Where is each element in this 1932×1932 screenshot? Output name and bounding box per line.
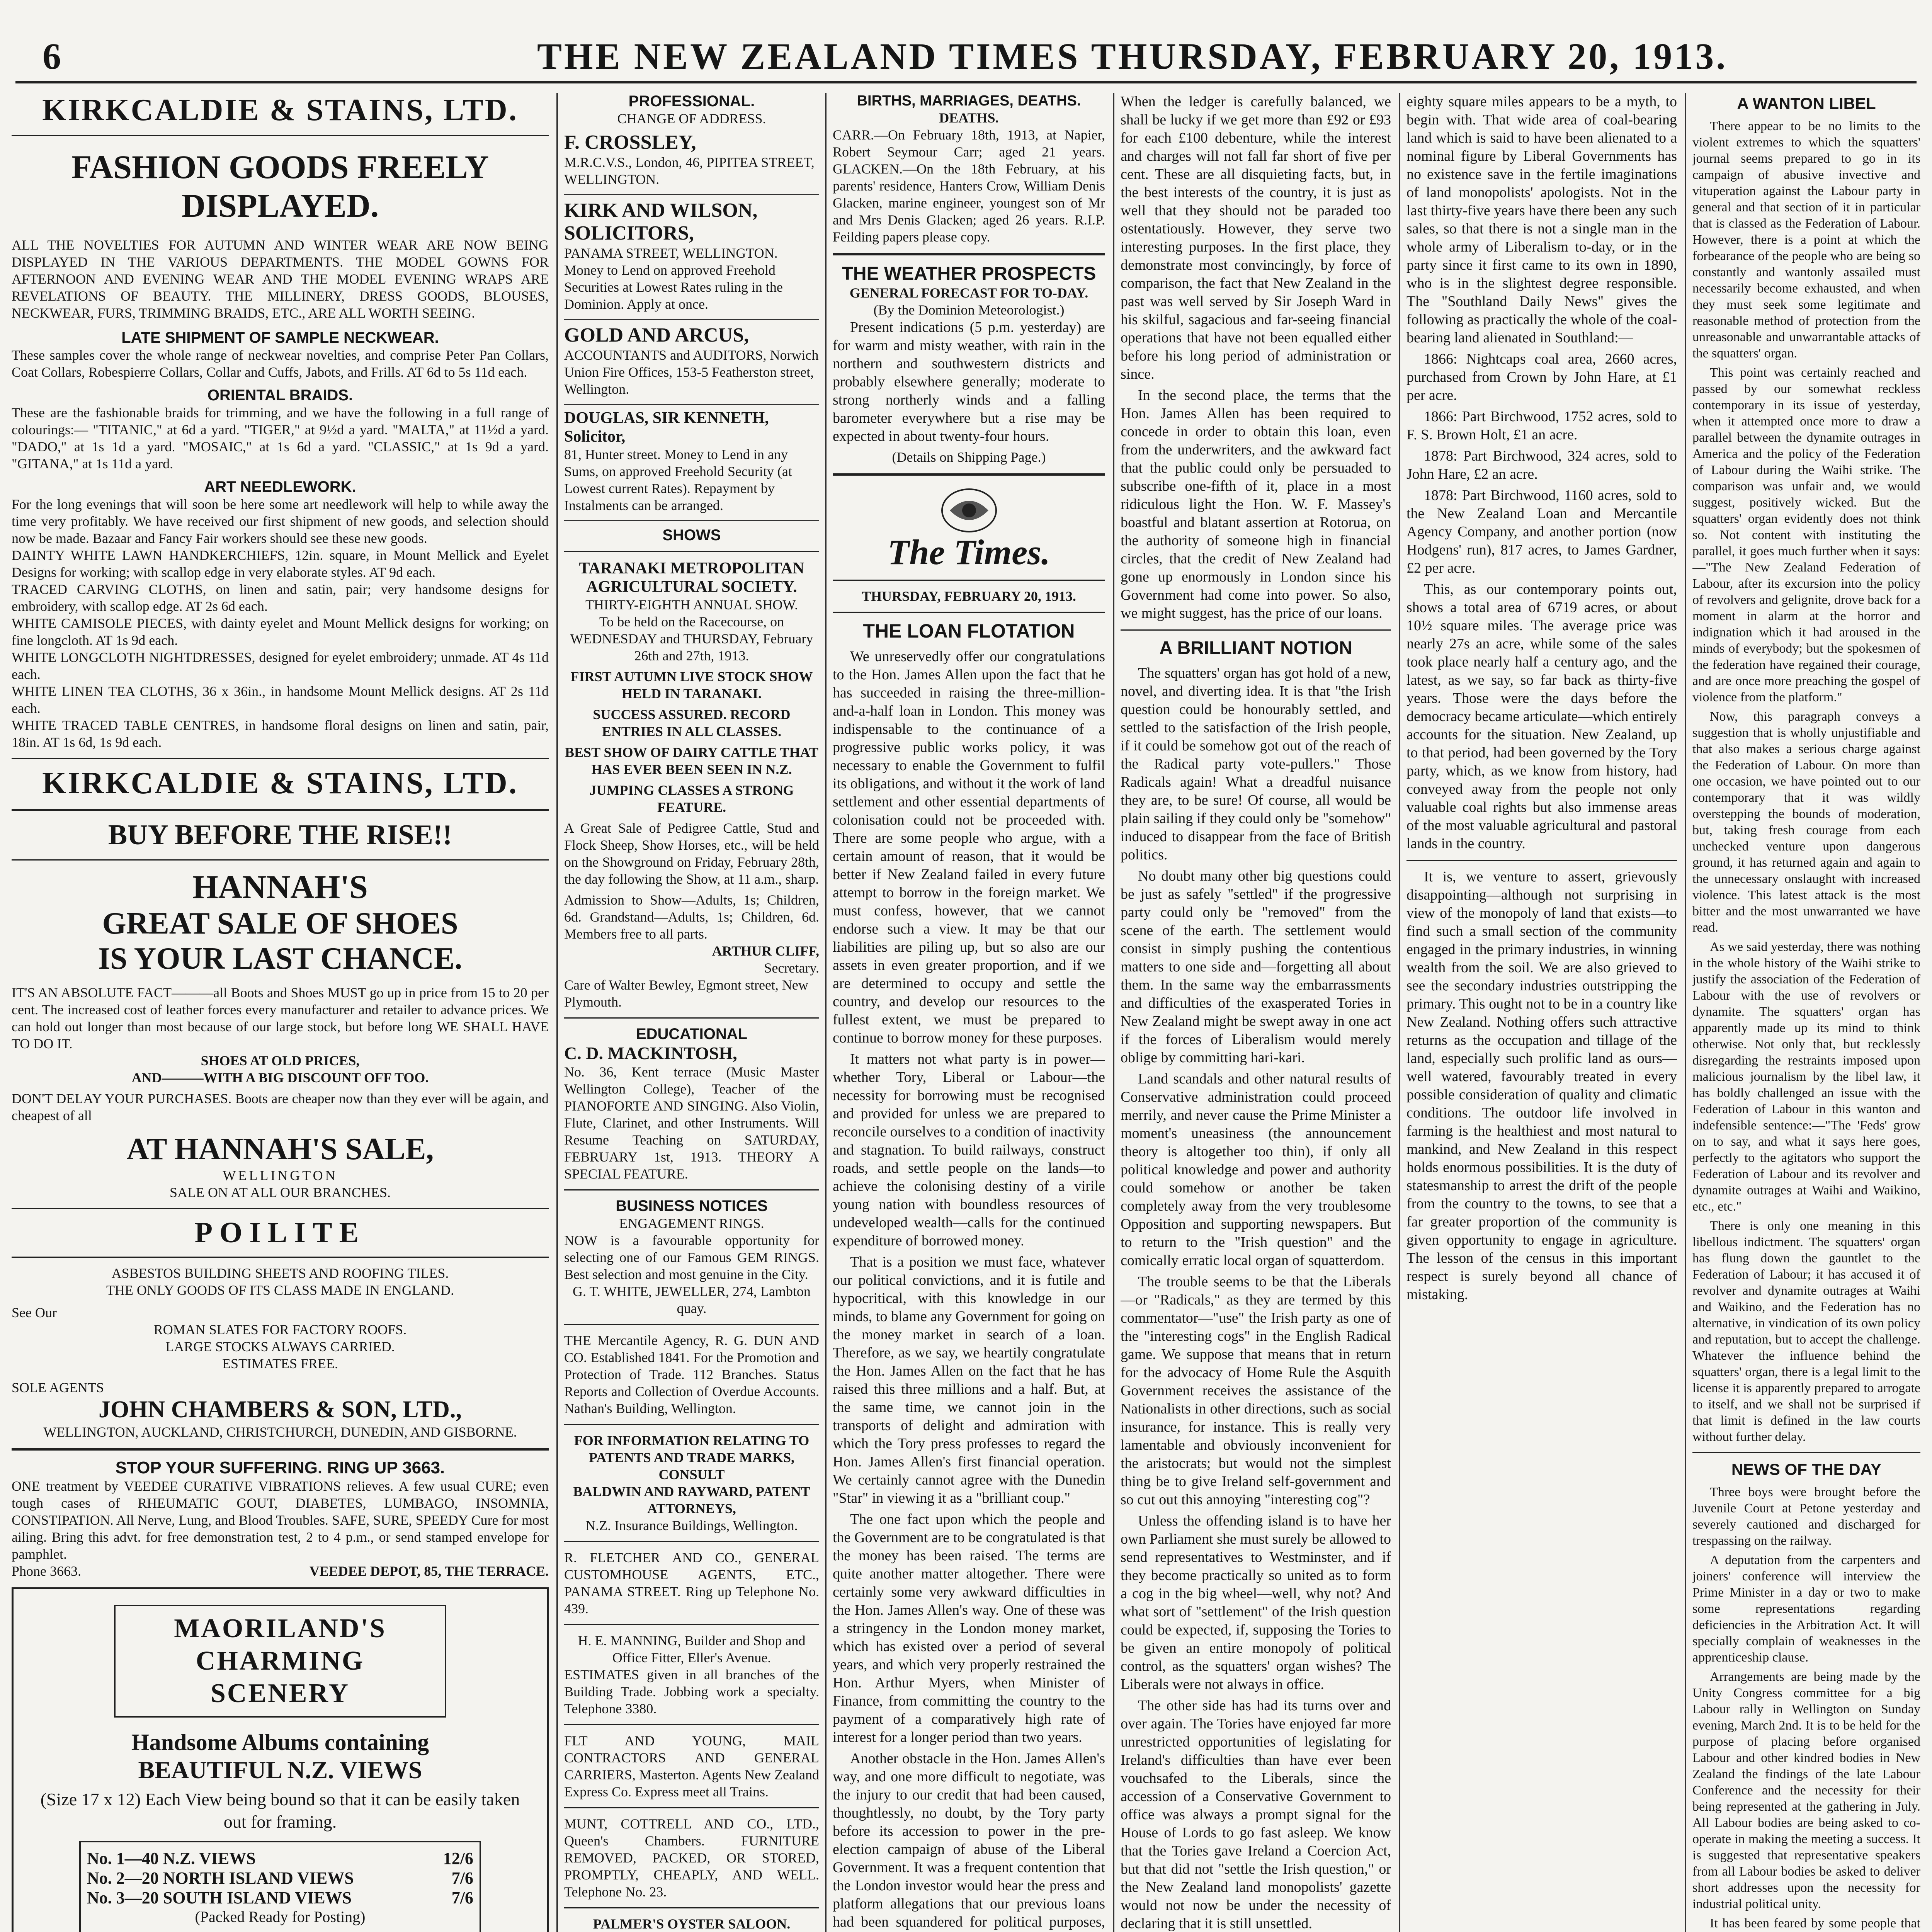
list-item — [87, 1849, 473, 1868]
carriers-advert: FLT AND YOUNG, MAIL CONTRACTORS AND GENERAL CARRIERS, Masterton. Agents New Zealand Express Co. Express meet all Trains. — [564, 1733, 819, 1799]
show-dates: To be held on the Racecourse, on WEDNESDAY and THURSDAY, February 26th and 27th, 1913. — [570, 614, 813, 663]
hannah-heading: HANNAH'S — [192, 868, 368, 905]
advert — [564, 195, 819, 320]
loan-paragraph: It matters not what party is in power—whether Tory, Liberal or Labour—the necessity for borrowing must be recognised and provided for unless we are prepared to reconcile ourselves to a condition of inactivity and stagnation. To build railways, construct roads, and settle people on the lands—to achieve the colonising destiny of a virile young nation with boundless resources of undeveloped wealth—calls for the continued expenditure of borrowed money. — [833, 1051, 1105, 1249]
land-item: 1878: Part Birchwood, 1160 acres, sold to the New Zealand Loan and Mercantile Agency Company, and another portion (now Hodgens' run), 817 acres, to James Gardner, £2 per acre. — [1406, 487, 1677, 576]
hannah-delay: DON'T DELAY YOUR PURCHASES. Boots are cheaper now than they ever will be again, and cheapest of all — [12, 1091, 549, 1123]
news-item: Three boys were brought before the Juvenile Court at Petone yesterday and severely cautioned and discharged for trespassing on the railway. — [1692, 1485, 1920, 1548]
poilite-subtitle: THE ONLY GOODS OF ITS CLASS MADE IN ENGLAND. — [106, 1282, 454, 1298]
wanton-paragraph: There appear to be no limits to the violent extremes to which the squatters' journal seems prepared to go in its campaign of abusive invective and vituperation against the Labour party in general and that section of it in particular that is classed as the Federation of Labour. However, there is a point at which the forbearance of the people who are being so constantly and wantonly assailed must necessarily become exhausted, and when they must seek some legitimate and reasonable method of protection from the unreasonable and unwarrantable attacks of the squatters' organ. — [1692, 119, 1920, 361]
others-continuation: eighty square miles appears to be a myth, to begin with. That wide area of coal-bearing land which is said to have been alienated to a nominal figure by Liberal Governments has no existence save in the fertile imaginations of land monopolists' apologists. Not in the last thirty-five years have there been any such sales, so that there is not a single man in the whole army of Liberalism to-day, or in the party since it first came to its own in 1890, who is in the slightest degree responsible. The "Southland Daily News" gives the following as practically the whole of the coal-bearing land alienated in Southland:— — [1406, 94, 1677, 346]
view-label: No. 2—20 NORTH ISLAND VIEWS — [87, 1869, 354, 1888]
estimates-advert: ESTIMATES given in all branches of the Building Trade. Jobbing work a specialty. Telephone 3380. — [564, 1667, 819, 1716]
poilite-body: ASBESTOS BUILDING SHEETS AND ROOFING TILES. — [111, 1265, 449, 1281]
weather-by: (By the Dominion Meteorologist.) — [873, 302, 1065, 318]
column-rule — [556, 93, 558, 1932]
wanton-paragraph: There is only one meaning in this libellous indictment. The squatters' organ has flung down the gauntlet to the Federation of Labour; it has accused it of revolver and dynamite outrages at Waihi and Waikino, and the Federation has no alternative, in vindication of its own policy and reputation, but to accept the challenge. Whatever the influence behind the squatters' organ, there is a legal limit to the license it is apparently prepared to arrogate to itself, and we shall not be surprised if that limit is defined in the law courts without further delay. — [1692, 1219, 1920, 1444]
advert-text: 81, Hunter street. Money to Lend in any Sums, on approved Freehold Security (at Lowest current Rates). Repayment by Instalments can be arranged. — [564, 447, 792, 513]
rise-heading: BUY BEFORE THE RISE!! — [108, 819, 452, 851]
success: SUCCESS ASSURED. RECORD ENTRIES IN ALL CLASSES. — [593, 707, 791, 739]
business-heading: BUSINESS NOTICES — [616, 1197, 768, 1214]
wanton-heading: A WANTON LIBEL — [1737, 94, 1876, 112]
view-price: 7/6 — [451, 1869, 473, 1888]
wanton-paragraph: As we said yesterday, there was nothing in the whole history of the Waihi strike to justify the association of the Federation of Labour with the use of revolvers or dynamite. The squatters' organ has apparently made up its mind to think otherwise. Not only that, but recklessly disregarding the restraints imposed upon malicious journalism by the libel law, it has boldly challenged an issue with the Federation of Labour in this wanton and indefensible sentence:—"The 'Feds' grow on to say, and what it says here goes, perfectly to the agitators who support the Federation of Labour and its revolver and dynamite outrages at Waihi and Waikino, etc., etc." — [1692, 940, 1920, 1214]
veedee-depot: VEEDEE DEPOT, 85, THE TERRACE. — [309, 1563, 549, 1579]
maoriland-box — [114, 1605, 446, 1718]
list-item: WHITE TRACED TABLE CENTRES, in handsome floral designs on linen and satin, pair, 18in. AT 1s 6d, 1s 9d each. — [12, 718, 549, 750]
list-item: TRACED CARVING CLOTHS, on linen and satin, pair; very handsome designs for embroidery, with scallop edge. AT 2s 6d each. — [12, 582, 549, 614]
advert-text: PANAMA STREET, WELLINGTON. Money to Lend on approved Freehold Securities at Lowest Rates ruling in the Dominion. Apply at once. — [564, 245, 783, 312]
brilliant-paragraph: The trouble seems to be that the Liberals—or "Radicals," as they are termed by this commentator—"use" the Irish party as one of the "interesting cogs" in the English Radical game. We suppose that means that in return for the advocacy of Home Rule the Asquith Government receives the assistance of the Nationalists in other directions, such as social insurance, for instance. This is really very lamentable and obviously inconvenient for the aristocrats; but would not the simplest thing be to give Ireland self-government and so cut out this annoying "interesting cog"? — [1121, 1274, 1391, 1508]
fletcher-advert: R. FLETCHER AND CO., GENERAL CUSTOMHOUSE AGENTS, ETC., PANAMA STREET. Ring up Telephone No. 439. — [564, 1550, 819, 1616]
list-item: WHITE LONGCLOTH NIGHTDRESSES, designed for eyelet embroidery; unmade. AT 4s 11d each. — [12, 650, 549, 682]
brilliant-paragraph: Land scandals and other natural results of Conservative administration could proceed merrily, and never cause the Prime Minister a moment's uneasiness (the announcement theory is altogether too thin), if only all political knowledge and power and authority could somehow or another be taken completely away from the very troublesome Opposition and supporting newspapers. But to return to the "Irish question" and the comically erratic local organ of squatterdom. — [1121, 1071, 1391, 1269]
land-item: 1866: Nightcaps coal area, 2660 acres, purchased from Crown by John Hare, at £1 per acre. — [1406, 351, 1677, 403]
dateline: THURSDAY, FEBRUARY 20, 1913. — [862, 588, 1076, 604]
advert-name: F. CROSSLEY, — [564, 131, 696, 153]
baldwin-name: BALDWIN AND RAYWARD, PATENT ATTORNEYS, — [573, 1484, 810, 1516]
masthead-title: THE NEW ZEALAND TIMES THURSDAY, FEBRUARY 20, 1913. — [537, 36, 1728, 77]
deaths-heading: DEATHS. — [939, 110, 999, 126]
loan-continuation: In the second place, the terms that the Hon. James Allen has been required to concede in order to obtain this loan, even from the underwriters, and the awkward fact that the public could only be persuaded to subscribe one-fifth of it, place in a most ridiculous light the Hon. W. F. Massey's boastful and blatant assertion at Rotorua, on the authority of someone high in financial circles, that the credit of New Zealand had gone up enormously in London since his Government had come into power. So also, we might suggest, has the price of our loans. — [1121, 387, 1391, 621]
admission: Admission to Show—Adults, 1s; Children, 6d. Grandstand—Adults, 1s; Children, 6d. Members free to all parts. — [564, 892, 819, 942]
neckwear-body: These samples cover the whole range of neckwear novelties, and comprise Peter Pan Collars, Coat Collars, Robespierre Collars, Collar and Cuffs, Jabots, and Frills. AT 6d to 5s 11d each. — [12, 347, 549, 380]
fashion-body: ALL THE NOVELTIES FOR AUTUMN AND WINTER WEAR ARE NOW BEING DISPLAYED IN THE VARIOUS DEPARTMENTS. THE MODEL GOWNS FOR AFTERNOON AND EVENING WEAR AND THE MODEL EVENING WRAPS ARE REVELATIONS OF BEAUTY. THE MILLINERY, DRESS GOODS, BLOUSES, NECKWEAR, FURS, TRIMMING BRAIDS, ETC., ARE ALL WORTH SEEING. — [12, 237, 549, 321]
times-views-advert — [12, 1587, 549, 1932]
hannah-heading-3: IS YOUR LAST CHANCE. — [98, 942, 463, 976]
veedee-phone: Phone 3663. — [12, 1563, 81, 1579]
column-editorial-2 — [1121, 93, 1391, 1932]
loan-heading: THE LOAN FLOTATION — [863, 620, 1075, 642]
baldwin-address: N.Z. Insurance Buildings, Wellington. — [585, 1518, 798, 1533]
times-logo-text: The Times. — [888, 532, 1050, 572]
view-label: No. 1—40 N.Z. VIEWS — [87, 1849, 256, 1868]
brilliant-paragraph: No doubt many other big questions could be just as safely "settled" if the progressive party could only be "removed" from the scene of the earth. The settlement would consist in simply pushing the contentious matters to one side and—forgetting all about them. In the same way the embarrassments and difficulties of the exasperated Tories in New Zealand might be swept away in one act if the forces of Liberalism would merely oblige by committing hari-kari. — [1121, 868, 1391, 1066]
engagement-rings: ENGAGEMENT RINGS. — [619, 1216, 764, 1231]
kirkcaldie-title-2: KIRKCALDIE & STAINS, LTD. — [42, 766, 518, 800]
brilliant-paragraph: Unless the offending island is to have her own Parliament she must surely be allowed to send representatives to Westminster, and if they become practically so united as to form a cog in the big wheel—well, why not? And what sort of "settlement" of the Irish question could be expected, if, supposing the Tories to be given an entire monopoly of political control, as the squatters' organ wishes? The Liberals were not always in office. — [1121, 1513, 1391, 1692]
loan-paragraph: The one fact upon which the people and the Government are to be congratulated is that the money has been raised. The terms are quite another matter altogether. There were certainly some very awkward difficulties in the Hon. James Allen's way. One of these was a stringency in the London money market, which has existed over a period of several years, and which very properly restrained the Hon. Arthur Myers, when Minister of Finance, from committing the country to the payment of a comparatively high rate of interest for a longer period than two years. — [833, 1511, 1105, 1745]
educational-heading: EDUCATIONAL — [636, 1026, 748, 1043]
view-price: 7/6 — [451, 1888, 473, 1907]
news-item: Arrangements are being made by the Unity Congress committee for a big Labour rally in Wellington on Sunday evening, March 2nd. It is to be held for the purpose of placing before organised Labour and other kindred bodies in New Zealand the findings of the late Labour Conference and the necessity for their being represented at the gathering in July. All Labour bodies are being asked to co-operate in making the meeting a success. It is suggested that representative speakers from all Labour bodies be asked to deliver short addresses upon the necessity for industrial political unity. — [1692, 1670, 1920, 1911]
hannah-branches: SALE ON AT ALL OUR BRANCHES. — [169, 1185, 391, 1200]
wanton-paragraph: This point was certainly reached and passed by our somewhat reckless contemporary in its issue of yesterday, when it attempted once more to draw a parallel between the dynamite outrages in America and the policy of the Federation of Labour during the Waihi strike. The comparison was unfair and, we would suggest, positively wicked. But the squatters' organ evidently does not think so. Not content with instituting the parallel, it goes much further when it says:—"The New Zealand Federation of Labour, after its excursion into the policy of revolvers and gelignite, drove back for a moment in alarm at the horror and indignation which it had aroused in the minds of everybody; but the spokesmen of the federation have regained their courage, and are once more preaching the gospel of violence from the platform." — [1692, 366, 1920, 704]
albums-heading: Handsome Albums containing — [131, 1730, 429, 1755]
advert — [564, 320, 819, 405]
list-item — [87, 1888, 473, 1908]
agents-heading: SOLE AGENTS — [12, 1380, 104, 1395]
loan-paragraph: That is a position we must face, whatever our political convictions, and it is futile and hypocritical, with this knowledge in our minds, to blame any Government for going on the money market in search of a loan. Therefore, as we say, we heartily congratulate the Hon. James Allen on the fact that he has raised this three millions and a half. But, at the same time, we cannot join in the transports of delight and admiration with which the Tory press professes to regard the Hon. James Allen's first financial operation. We certainly cannot agree with the Dunedin "Star" in viewing it as a "brilliant coup." — [833, 1254, 1105, 1506]
maoriland-line-3: SCENERY — [210, 1679, 350, 1708]
hannah-body: IT'S AN ABSOLUTE FACT———all Boots and Shoes MUST go up in price from 15 to 20 per cent. The increased cost of leather forces every manufacturer and retailer to advance prices. We can hold out longer than most because of our large stock, but before long WE SHALL HAVE TO DO IT. — [12, 985, 549, 1051]
deaths-body: CARR.—On February 18th, 1913, at Napier, Robert Seymour Carr; aged 21 years. GLACKEN.—On the 18th February, at his parents' residence, Hanters Crow, William Denis Glacken, marine engineer, youngest son of Mr and Mrs Denis Glacken; aged 26 years. R.I.P. Feilding papers please copy. — [833, 127, 1105, 245]
advert-name: DOUGLAS, SIR KENNETH, Solicitor, — [564, 409, 769, 446]
chambers-cities: WELLINGTON, AUCKLAND, CHRISTCHURCH, DUNEDIN, AND GISBORNE. — [43, 1424, 517, 1440]
list-item — [87, 1868, 473, 1888]
poilite-slates: ROMAN SLATES FOR FACTORY ROOFS. — [153, 1322, 407, 1337]
land-item: 1866: Part Birchwood, 1752 acres, sold to F. S. Brown Holt, £1 an acre. — [1406, 408, 1677, 443]
poilite-see: See Our — [12, 1305, 57, 1320]
land-item: 1878: Part Birchwood, 324 acres, sold to John Hare, £2 an acre. — [1406, 448, 1677, 482]
weather-body: Present indications (5 p.m. yesterday) are for warm and misty weather, with rain in the northern and southwestern districts and probably elsewhere generally; moderate to strong northerly winds and a falling barometer everywhere but a rise may be expected in about twenty-four hours. — [833, 319, 1105, 444]
advert-text: ACCOUNTANTS and AUDITORS, Norwich Union Fire Offices, 153-5 Featherston street, Wellington. — [564, 347, 819, 397]
albums-views: BEAUTIFUL N.Z. VIEWS — [138, 1756, 422, 1784]
taranaki-heading: TARANAKI METROPOLITAN AGRICULTURAL SOCIETY. — [579, 560, 804, 596]
secretary-name: ARTHUR CLIFF, — [712, 943, 819, 959]
sale-notice: A Great Sale of Pedigree Cattle, Stud and Flock Sheep, Show Horses, etc., will be held on the Showground on Friday, February 28th, the day following the Show, at 11 a.m., sharp. — [564, 820, 819, 887]
hannah-discount: AND———WITH A BIG DISCOUNT OFF TOO. — [131, 1070, 429, 1085]
views-price-list — [79, 1841, 481, 1932]
news-item: It has been feared by some people that — [1710, 1916, 1920, 1930]
braids-heading: ORIENTAL BRAIDS. — [207, 387, 353, 404]
wanton-paragraph: Now, this paragraph conveys a suggestion that is wholly unjustifiable and that also makes a serious charge against the Federation of Labour. On more than one occasion, we have pointed out to our contemporary that it was wildly overstepping the bounds of moderation, but, taking fresh courage from each unchecked venture upon dangerous ground, it has returned again and again to the unnecessary onslaught with increased violence. This latest attack is the most bitter and the most unwarranted we have read. — [1692, 709, 1920, 935]
list-item: DAINTY WHITE LAWN HANDKERCHIEFS, 12in. square, in Mount Mellick and Eyelet Designs for working; with scallop edge in very elaborate styles. AT 9d each. — [12, 548, 549, 580]
list-item: WHITE CAMISOLE PIECES, with dainty eyelet and Mount Mellick designs for working; on fine longcloth. AT 1s 9d each. — [12, 616, 549, 648]
brilliant-paragraph: The squatters' organ has got hold of a new, novel, and diverting idea. It is that "the Irish question could be honourably settled, and settled to the satisfaction of the Irish people, if it could be somehow got out of the reach of the Radical party vote-pullers." Those Radicals again! What a dreadful nuisance they are, to be sure! Of course, all would be plain sailing if they could only be "somehow" induced to disappear from the face of British politics. — [1121, 665, 1391, 863]
braids-body: These are the fashionable braids for trimming, and we have the following in a full range of colourings:— "TITANIC," at 6d a yard. "TIGER," at 9½d a yard. "MALTA," at 11½d a yard. "DADO," at 1s 1d a yard. "MOSAIC," at 1s 6d a yard. "CLASSIC," at 1s 9d a yard. "GITANA," at 1s 11d a yard. — [12, 405, 549, 471]
times-logo — [833, 483, 1105, 573]
advert-text: M.R.C.V.S., London, 46, PIPITEA STREET, WELLINGTON. — [564, 155, 815, 187]
loan-paragraph: Another obstacle in the Hon. James Allen's way, and one more difficult to negotiate, was the injury to our credit that had been caused, thoughtlessly, no doubt, by the Tory party before its accession to power in the pre-election campaign of abuse of the Liberal Government. It was a frequent contention that the London investor would hear the press and platform allegations that our previous loans had been squandered for political purposes, — [833, 1750, 1105, 1930]
kirkcaldie-title: KIRKCALDIE & STAINS, LTD. — [42, 93, 518, 127]
gem-rings: NOW is a favourable opportunity for selecting one of our Famous GEM RINGS. Best selection and most genuine in the City. — [564, 1233, 819, 1282]
column-editorial-3 — [1406, 93, 1677, 1932]
news-item: A deputation from the carpenters and joiners' conference will interview the Prime Minister in a day or two to make some representations regarding deficiencies in the Arbitration Act. It will specially complain of weaknesses in the apprenticeship clause. — [1692, 1553, 1920, 1665]
advert — [564, 127, 819, 195]
chambers-name: JOHN CHAMBERS & SON, LTD., — [99, 1396, 462, 1423]
weather-details: (Details on Shipping Page.) — [892, 449, 1046, 465]
times-crest-icon — [869, 483, 1070, 537]
mercantile-agency: THE Mercantile Agency, R. G. DUN AND CO. Established 1841. For the Promotion and Protection of Trade. 112 Branches. Status Reports and Collection of Overdue Accounts. Nathan's Building, Wellington. — [564, 1333, 819, 1416]
annual-show: THIRTY-EIGHTH ANNUAL SHOW. — [585, 597, 798, 612]
column-rule — [1113, 93, 1114, 1932]
veedee-footer — [12, 1563, 549, 1580]
census-paragraph: It is, we venture to assert, grievously disappointing—although not surprising in view of the monopoly of land that exists—to find such a small section of the community engaged in the primary industries, in winning wealth from the soil. We are also grieved to see the secondary industries outstripping the primary. This ought not to be in a country like New Zealand. Nothing offers such attractive returns as the occupation and tillage of the land, especially such prolific land as ours—well watered, favourably treated in every possible consideration of quality and climatic conditions. The outdoor life involved in farming is the healthiest and most natural to mankind, and New Zealand in this respect holds enormous possibilities. It is the duty of statesmanship to arrest the drift of the people from the country to the towns, to see that a far greater proportion of the community is given opportunity to engage in agriculture. The lesson of the census in this important respect is surely beyond all chance of mistaking. — [1406, 869, 1677, 1303]
oyster-heading: PALMER'S OYSTER SALOON. — [593, 1916, 791, 1932]
best-show: BEST SHOW OF DAIRY CATTLE THAT HAS EVER BEEN SEEN IN N.Z. — [565, 745, 818, 777]
column-rule — [825, 93, 827, 1932]
hannah-city: WELLINGTON — [223, 1168, 338, 1183]
advert — [564, 405, 819, 521]
secretary-address: Care of Walter Bewley, Egmont street, New Plymouth. — [564, 977, 808, 1010]
column-rule — [1685, 93, 1686, 1932]
list-item: WHITE LINEN TEA CLOTHS, 36 x 36in., in handsome Mount Mellick designs. AT 2s 11d each. — [12, 684, 549, 716]
view-price: 12/6 — [443, 1849, 473, 1868]
mackintosh-name: C. D. MACKINTOSH, — [564, 1043, 737, 1063]
change-of-address: CHANGE OF ADDRESS. — [617, 111, 766, 126]
loan-continuation: When the ledger is carefully balanced, we shall be lucky if we get more than £92 or £93 for each £100 debenture, while the interest and charges will not fall far short of five per cent. These are all disquieting facts, but, in the best interests of the country, it is just as well that they should not be paraded too ostentatiously. However, they serve two interesting purposes. In the first place, they demonstrate most convincingly, by force of comparison, the fact that New Zealand in the past was well served by Sir Joseph Ward in his skilful, sagacious and far-seeing financial operations that have not been equalled either before his long period of administration or since. — [1121, 94, 1391, 382]
maoriland-line-2: CHARMING — [196, 1646, 365, 1676]
brilliant-paragraph: The other side has had its turns over and over again. The Tories have enjoyed far more unrestricted opportunities of legislating for Ireland's difficulties than have ever been vouchsafed to the Liberals, since the accession of a Conservative Government to office was always a prompt signal for the House of Lords to go fast asleep. We know that the Tories gave Ireland a Coercion Act, but that did not "settle the Irish question," or the New Zealand land monopolists' gazette would not now be under the necessity of declaring that it is still unsettled. — [1121, 1697, 1391, 1932]
loan-paragraph: We unreservedly offer our congratulations to the Hon. James Allen upon the fact that he has succeeded in raising the three-million-and-a-half loan in London. This money was indispensable to the continuance of a progressive public works policy, it was necessary to enable the Government to fulfil its obligations, and without it the work of land settlement and other essential departments of colonisation could not be proceeded with. There are some people who argue, with a certain amount of reason, that it would be better if New Zealand failed in every future attempt to borrow in the foreign market. We must confess, however, that we cannot endorse such a view. It may be that our liabilities are piling up, but so also are our assets in even greater proportion, and if we are determined to occupy and settle the country, and develop our resources to the fullest extent, we must be prepared to continue to borrow money for these purposes. — [833, 648, 1105, 1046]
weather-heading: THE WEATHER PROSPECTS — [842, 264, 1096, 284]
munt-advert: MUNT, COTTRELL AND CO., LTD., Queen's Chambers. FURNITURE REMOVED, PACKED, OR STORED, PROMPTLY, CHEAPLY, AND WELL. Telephone No. 23. — [564, 1816, 819, 1900]
jumping-classes: JUMPING CLASSES A STRONG FEATURE. — [589, 782, 794, 815]
column-editorial-4 — [1692, 93, 1920, 1932]
advert-name: KIRK AND WILSON, SOLICITORS, — [564, 199, 758, 244]
brilliant-heading: A BRILLIANT NOTION — [1159, 638, 1352, 658]
mackintosh-body: No. 36, Kent terrace (Music Master Wellington College), Teacher of the PIANOFORTE AND SINGING. Also Violin, Flute, Clarinet, and other Instruments. Will Resume Teaching on SATURDAY, FEBRUARY 1st, 1913. THEORY A SPECIAL FEATURE. — [564, 1064, 819, 1182]
jeweller: G. T. WHITE, JEWELLER, 274, Lambton quay. — [573, 1284, 811, 1316]
first-autumn: FIRST AUTUMN LIVE STOCK SHOW HELD IN TARANAKI. — [570, 669, 813, 701]
weather-subheading: GENERAL FORECAST FOR TO-DAY. — [849, 285, 1088, 301]
others-continuation: This, as our contemporary points out, shows a total area of 6719 acres, or about 10½ square miles. The average price was nearly 27s an acre, while some of the sales took place nearly half a century ago, and the latest, as we say, so far back as thirty-five years. Those were the days before the democracy became articulate—which entirely accounts for the situation. New Zealand, up to that period, had been governed by the Tory party, which, as we know from history, had conveyed away from the people not only valuable coal rights but also immense areas of the most valuable agricultural and pastoral lands in the country. — [1406, 581, 1677, 852]
manning-advert: H. E. MANNING, Builder and Shop and Office Fitter, Eller's Avenue. — [578, 1633, 806, 1665]
veedee-heading: STOP YOUR SUFFERING. RING UP 3663. — [115, 1458, 445, 1477]
professional-heading: PROFESSIONAL. — [628, 93, 755, 110]
poilite-estimates: ESTIMATES FREE. — [222, 1356, 338, 1371]
hannah-old-prices: SHOES AT OLD PRICES, — [201, 1053, 360, 1068]
news-heading: NEWS OF THE DAY — [1731, 1460, 1882, 1478]
view-label: No. 3—20 SOUTH ISLAND VIEWS — [87, 1888, 352, 1907]
poilite-heading: POILITE — [194, 1216, 366, 1249]
column-business-notices — [564, 93, 819, 1932]
poilite-stock: LARGE STOCKS ALWAYS CARRIED. — [165, 1339, 395, 1354]
fashion-heading: FASHION GOODS FREELY DISPLAYED. — [71, 148, 489, 224]
maoriland-line-1: MAORILAND'S — [174, 1614, 386, 1643]
secretary-role: Secretary. — [764, 960, 819, 976]
hannah-heading-2: GREAT SALE OF SHOES — [102, 906, 458, 940]
needlework-heading: ART NEEDLEWORK. — [204, 478, 356, 495]
neckwear-heading: LATE SHIPMENT OF SAMPLE NECKWEAR. — [121, 329, 439, 346]
bmd-heading: BIRTHS, MARRIAGES, DEATHS. — [857, 93, 1081, 109]
shows-heading: SHOWS — [662, 527, 721, 544]
hannah-sale: AT HANNAH'S SALE, — [126, 1132, 434, 1166]
column-advertisements — [12, 93, 549, 1932]
column-rule — [1399, 93, 1400, 1932]
veedee-body: ONE treatment by VEEDEE CURATIVE VIBRATIONS relieves. A few usual CURE; even tough cases of RHEUMATIC GOUT, DIABETES, LUMBAGO, INSOMNIA, CONSTIPATION. All Nerve, Lung, and Blood Troubles. SAFE, SURE, SPEEDY Cure for most ailing. Bring this advt. for free demonstration test, 2 to 4 p.m., or send stamped envelope for pamphlet. — [12, 1478, 549, 1562]
views-note: (Packed Ready for Posting) — [195, 1908, 366, 1925]
needlework-list — [12, 547, 549, 751]
masthead — [15, 31, 1917, 83]
column-editorial-1 — [833, 93, 1105, 1932]
advert-name: GOLD AND ARCUS, — [564, 324, 749, 346]
albums-size: (Size 17 x 12) Each View being bound so that it can be easily taken out for framing. — [40, 1789, 520, 1832]
page-number: 6 — [43, 36, 61, 77]
needlework-body: For the long evenings that will soon be here some art needlework will help to while away the time very profitably. We have received our first shipment of new goods, and selection should now be made. Bazaar and Fancy Fair workers should see these new goods. — [12, 497, 549, 546]
patents-heading: FOR INFORMATION RELATING TO PATENTS AND TRADE MARKS, CONSULT — [574, 1433, 810, 1482]
